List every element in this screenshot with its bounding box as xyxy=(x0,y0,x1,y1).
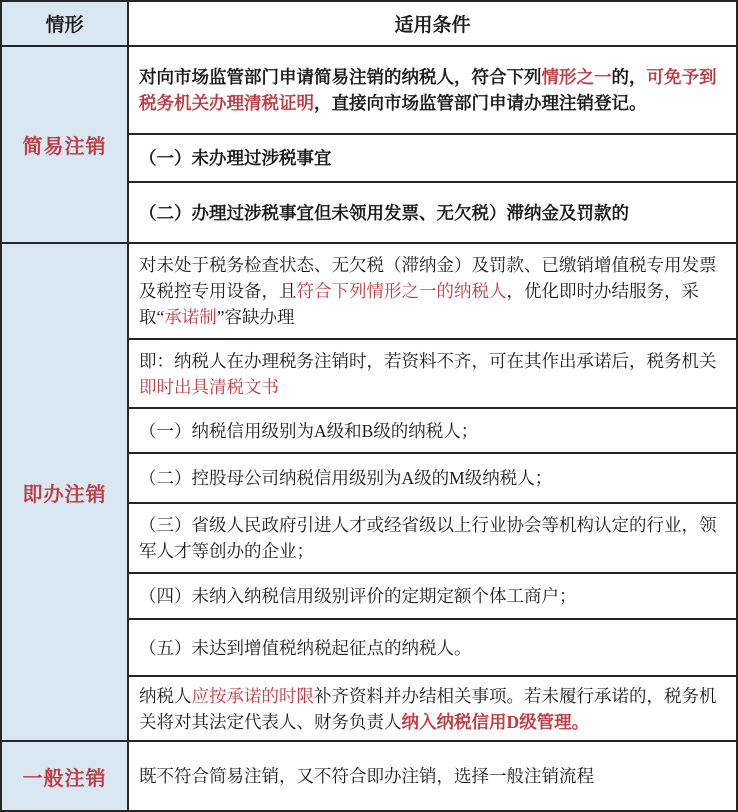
text-segment: 纳税人 xyxy=(139,685,192,706)
table-row xyxy=(129,409,736,454)
table-row xyxy=(129,340,736,409)
section-label-text: 一般注销 xyxy=(22,767,107,790)
cell-text xyxy=(139,763,594,789)
table-row xyxy=(129,504,736,574)
section-label xyxy=(2,742,129,810)
table-row xyxy=(129,742,736,810)
header-cell-conditions xyxy=(129,2,736,45)
text-segment: 可免予到税务机关办理清税证明 xyxy=(139,67,717,113)
table-header-row xyxy=(2,2,736,47)
section-simple-cancellation xyxy=(2,47,736,244)
table-row xyxy=(129,620,736,677)
table-row xyxy=(129,677,736,740)
section-label xyxy=(2,244,129,740)
cell-text xyxy=(139,348,730,400)
cell-text xyxy=(139,64,730,116)
text-segment: 对向市场监管部门申请简易注销的纳税人，符合下列 xyxy=(139,67,542,87)
text-segment: 的， xyxy=(611,67,647,87)
section-rows xyxy=(129,742,736,810)
text-segment: 即时出具清税文书 xyxy=(139,376,279,397)
text-segment: 应按承诺的时限 xyxy=(191,685,314,706)
cell-text xyxy=(139,252,730,330)
section-rows xyxy=(129,244,736,740)
text-segment: ，直接向市场监管部门申请办理注销登记。 xyxy=(314,93,647,113)
table-row xyxy=(129,574,736,620)
table-row xyxy=(129,183,736,242)
section-label xyxy=(2,47,129,242)
text-segment: （二）办理过涉税事宜但未领用发票、无欠税）滞纳金及罚款的 xyxy=(139,202,629,223)
text-segment: 承诺制 xyxy=(164,307,217,327)
cell-text xyxy=(139,683,730,735)
section-immediate-cancellation xyxy=(2,244,736,742)
table-row xyxy=(129,454,736,504)
cell-text xyxy=(139,465,552,491)
table-body xyxy=(2,47,736,810)
text-segment: ，优化即时办结服务，采取“ xyxy=(139,281,699,327)
section-general-cancellation xyxy=(2,742,736,810)
table-row xyxy=(129,47,736,135)
header-cell-situation xyxy=(2,2,129,45)
cell-text xyxy=(139,512,730,564)
cell-text xyxy=(139,200,629,226)
header-conditions-label: 适用条件 xyxy=(394,15,471,36)
header-situation-label: 情形 xyxy=(45,15,84,36)
text-segment: （四）未纳入纳税信用级别评价的定期定额个体工商户； xyxy=(139,586,577,606)
cell-text xyxy=(139,583,577,609)
cell-text xyxy=(139,635,472,661)
text-segment: 补齐资料并办结相关事项。若未履行承诺的，税务机关将对其法定代表人、财务负责人 xyxy=(139,685,717,732)
cell-text xyxy=(139,145,332,171)
section-rows xyxy=(129,47,736,242)
text-segment: 纳入纳税信用D级管理。 xyxy=(401,711,590,732)
text-segment: 既不符合简易注销，又不符合即办注销，选择一般注销流程 xyxy=(139,766,594,786)
text-segment: （二）控股母公司纳税信用级别为A级的M级纳税人； xyxy=(139,468,553,488)
text-segment: ”容缺办理 xyxy=(216,307,295,327)
text-segment: （一）纳税信用级别为A级和B级的纳税人； xyxy=(139,420,479,441)
table-row xyxy=(129,244,736,340)
cell-text xyxy=(139,418,478,444)
text-segment: 情形之一 xyxy=(541,67,612,87)
text-segment: （一）未办理过涉税事宜 xyxy=(139,148,332,168)
section-label-text: 简易注销 xyxy=(22,136,107,158)
text-segment: 符合下列情形之一的纳税人 xyxy=(296,281,507,301)
section-label-text: 即办注销 xyxy=(22,483,107,506)
text-segment: （五）未达到增值税纳税起征点的纳税人。 xyxy=(139,637,472,658)
text-segment: 即：纳税人在办理税务注销时，若资料不齐，可在其作出承诺后，税务机关 xyxy=(139,350,717,371)
text-segment: （三）省级人民政府引进人才或经省级以上行业协会等机构认定的行业，领军人才等创办的企业； xyxy=(139,515,717,561)
table-row xyxy=(129,135,736,183)
text-segment: 对未处于税务检查状态、无欠税（滞纳金）及罚款、已缴销增值税专用发票及税控专用设备，且 xyxy=(139,255,717,301)
